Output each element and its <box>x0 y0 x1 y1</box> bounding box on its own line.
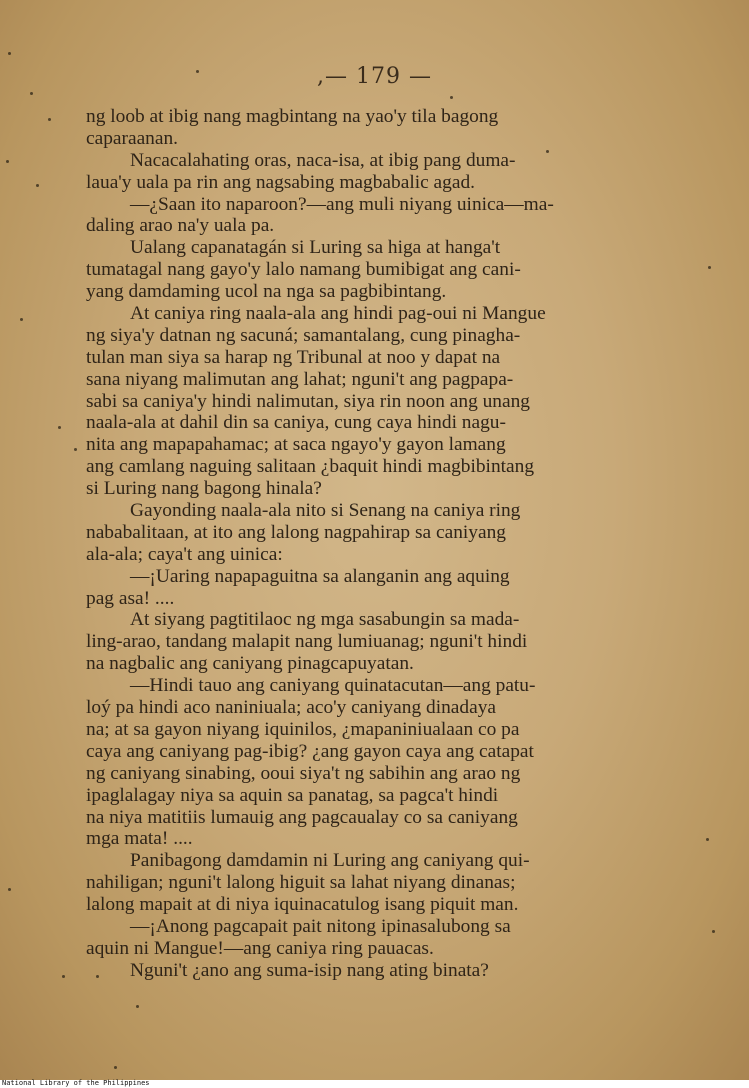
text-line: yang damdaming ucol na nga sa pagbibintang. <box>86 281 447 303</box>
speck <box>74 448 77 451</box>
speck <box>708 266 711 269</box>
text-line: ipaglalagay niya sa aquin sa panatag, sa pagca't hindi <box>86 784 499 806</box>
text-line: lalong mapait at di niya iquinacatulog isang piquit man. <box>86 894 519 916</box>
text-line: daling arao na'y uala pa. <box>86 215 275 237</box>
text-line: At caniya ring naala-ala ang hindi pag-oui ni Mangue <box>130 303 546 325</box>
text-line: nita ang mapapahamac; at saca ngayo'y gayon lamang <box>86 434 506 456</box>
speck <box>30 92 33 95</box>
text-line: loý pa hindi aco naniniuala; aco'y caniyang dinadaya <box>86 697 497 719</box>
text-line: ng loob at ibig nang magbintang na yao'y tila bagong <box>86 106 499 127</box>
speck <box>36 184 39 187</box>
text-line: Panibagong damdamin ni Luring ang caniyang qui- <box>130 850 530 872</box>
text-line: ng caniyang sinabing, ooui siya't ng sabihin ang arao ng <box>86 762 521 784</box>
speck <box>6 160 9 163</box>
text-line: na niya matitiis lumauig ang pagcaualay co sa caniyang <box>86 806 518 828</box>
text-line: nahiligan; nguni't lalong higuit sa lahat niyang dinanas; <box>86 872 516 894</box>
speck <box>8 888 11 891</box>
text-line: —¿Saan ito naparoon?—ang muli niyang uinica—ma- <box>130 193 554 215</box>
text-line: aquin ni Mangue!—ang caniya ring pauacas. <box>86 937 434 959</box>
speck <box>114 1066 117 1069</box>
speck <box>20 318 23 321</box>
text-line: tumatagal nang gayo'y lalo namang bumibigat ang cani- <box>86 259 521 281</box>
speck <box>136 1005 139 1008</box>
text-line: tulan man siya sa harap ng Tribunal at noo y dapat na <box>86 346 501 368</box>
text-line: Gayonding naala-ala nito si Senang na caniya ring <box>130 500 521 522</box>
text-line: si Luring nang bagong hinala? <box>86 478 322 500</box>
text-line: ling-arao, tandang malapit nang lumiuanag; nguni't hindi <box>86 631 528 653</box>
text-line: ang camlang naguing salitaan ¿baquit hindi magbibintang <box>86 456 535 478</box>
text-line: At siyang pagtitilaoc ng mga sasabungin sa mada- <box>130 609 520 631</box>
body-text <box>86 106 686 982</box>
text-line: naala-ala at dahil din sa caniya, cung caya hindi nagu- <box>86 412 506 434</box>
text-line: sana niyang malimutan ang lahat; nguni't ang pagpapa- <box>86 368 514 390</box>
page-number: ,— 179 — <box>317 64 432 89</box>
speck <box>62 975 65 978</box>
text-line: ala-ala; caya't ang uinica: <box>86 543 283 565</box>
speck <box>58 426 61 429</box>
footer-bar <box>0 1080 749 1088</box>
library-credit: National Library of the Philippines <box>2 1079 150 1087</box>
text-line: na; at sa gayon niyang iquinilos, ¿mapaniniualaan co pa <box>86 718 520 740</box>
text-line: Nguni't ¿ano ang suma-isip nang ating binata? <box>130 959 489 981</box>
speck <box>706 838 709 841</box>
text-line: laua'y uala pa rin ang nagsabing magbabalic agad. <box>86 171 475 193</box>
text-line: pag asa! .... <box>86 587 175 609</box>
text-line: sabi sa caniya'y hindi nalimutan, siya rin noon ang unang <box>86 390 530 412</box>
text-line: na nagbalic ang caniyang pinagcapuyatan. <box>86 653 414 675</box>
speck <box>712 930 715 933</box>
text-line: —¡Anong pagcapait pait nitong ipinasalubong sa <box>130 915 511 937</box>
text-line: —¡Uaring napapaguitna sa alanganin ang aquing <box>130 565 510 587</box>
speck <box>8 52 11 55</box>
text-line: caya ang caniyang pag-ibig? ¿ang gayon caya ang catapat <box>86 740 534 762</box>
speck <box>48 118 51 121</box>
text-line: caparaanan. <box>86 127 179 149</box>
speck <box>450 96 453 99</box>
text-line: Ualang capanatagán si Luring sa higa at hanga't <box>130 237 501 259</box>
text-line: ng siya'y datnan ng sacuná; samantalang, cung pinagha- <box>86 324 521 346</box>
text-line: nababalitaan, at ito ang lalong nagpahirap sa caniyang <box>86 521 506 543</box>
text-line: —Hindi tauo ang caniyang quinatacutan—ang patu- <box>130 675 536 697</box>
text-line: mga mata! .... <box>86 828 193 850</box>
text-line: Nacacalahating oras, naca-isa, at ibig pang duma- <box>130 149 516 171</box>
